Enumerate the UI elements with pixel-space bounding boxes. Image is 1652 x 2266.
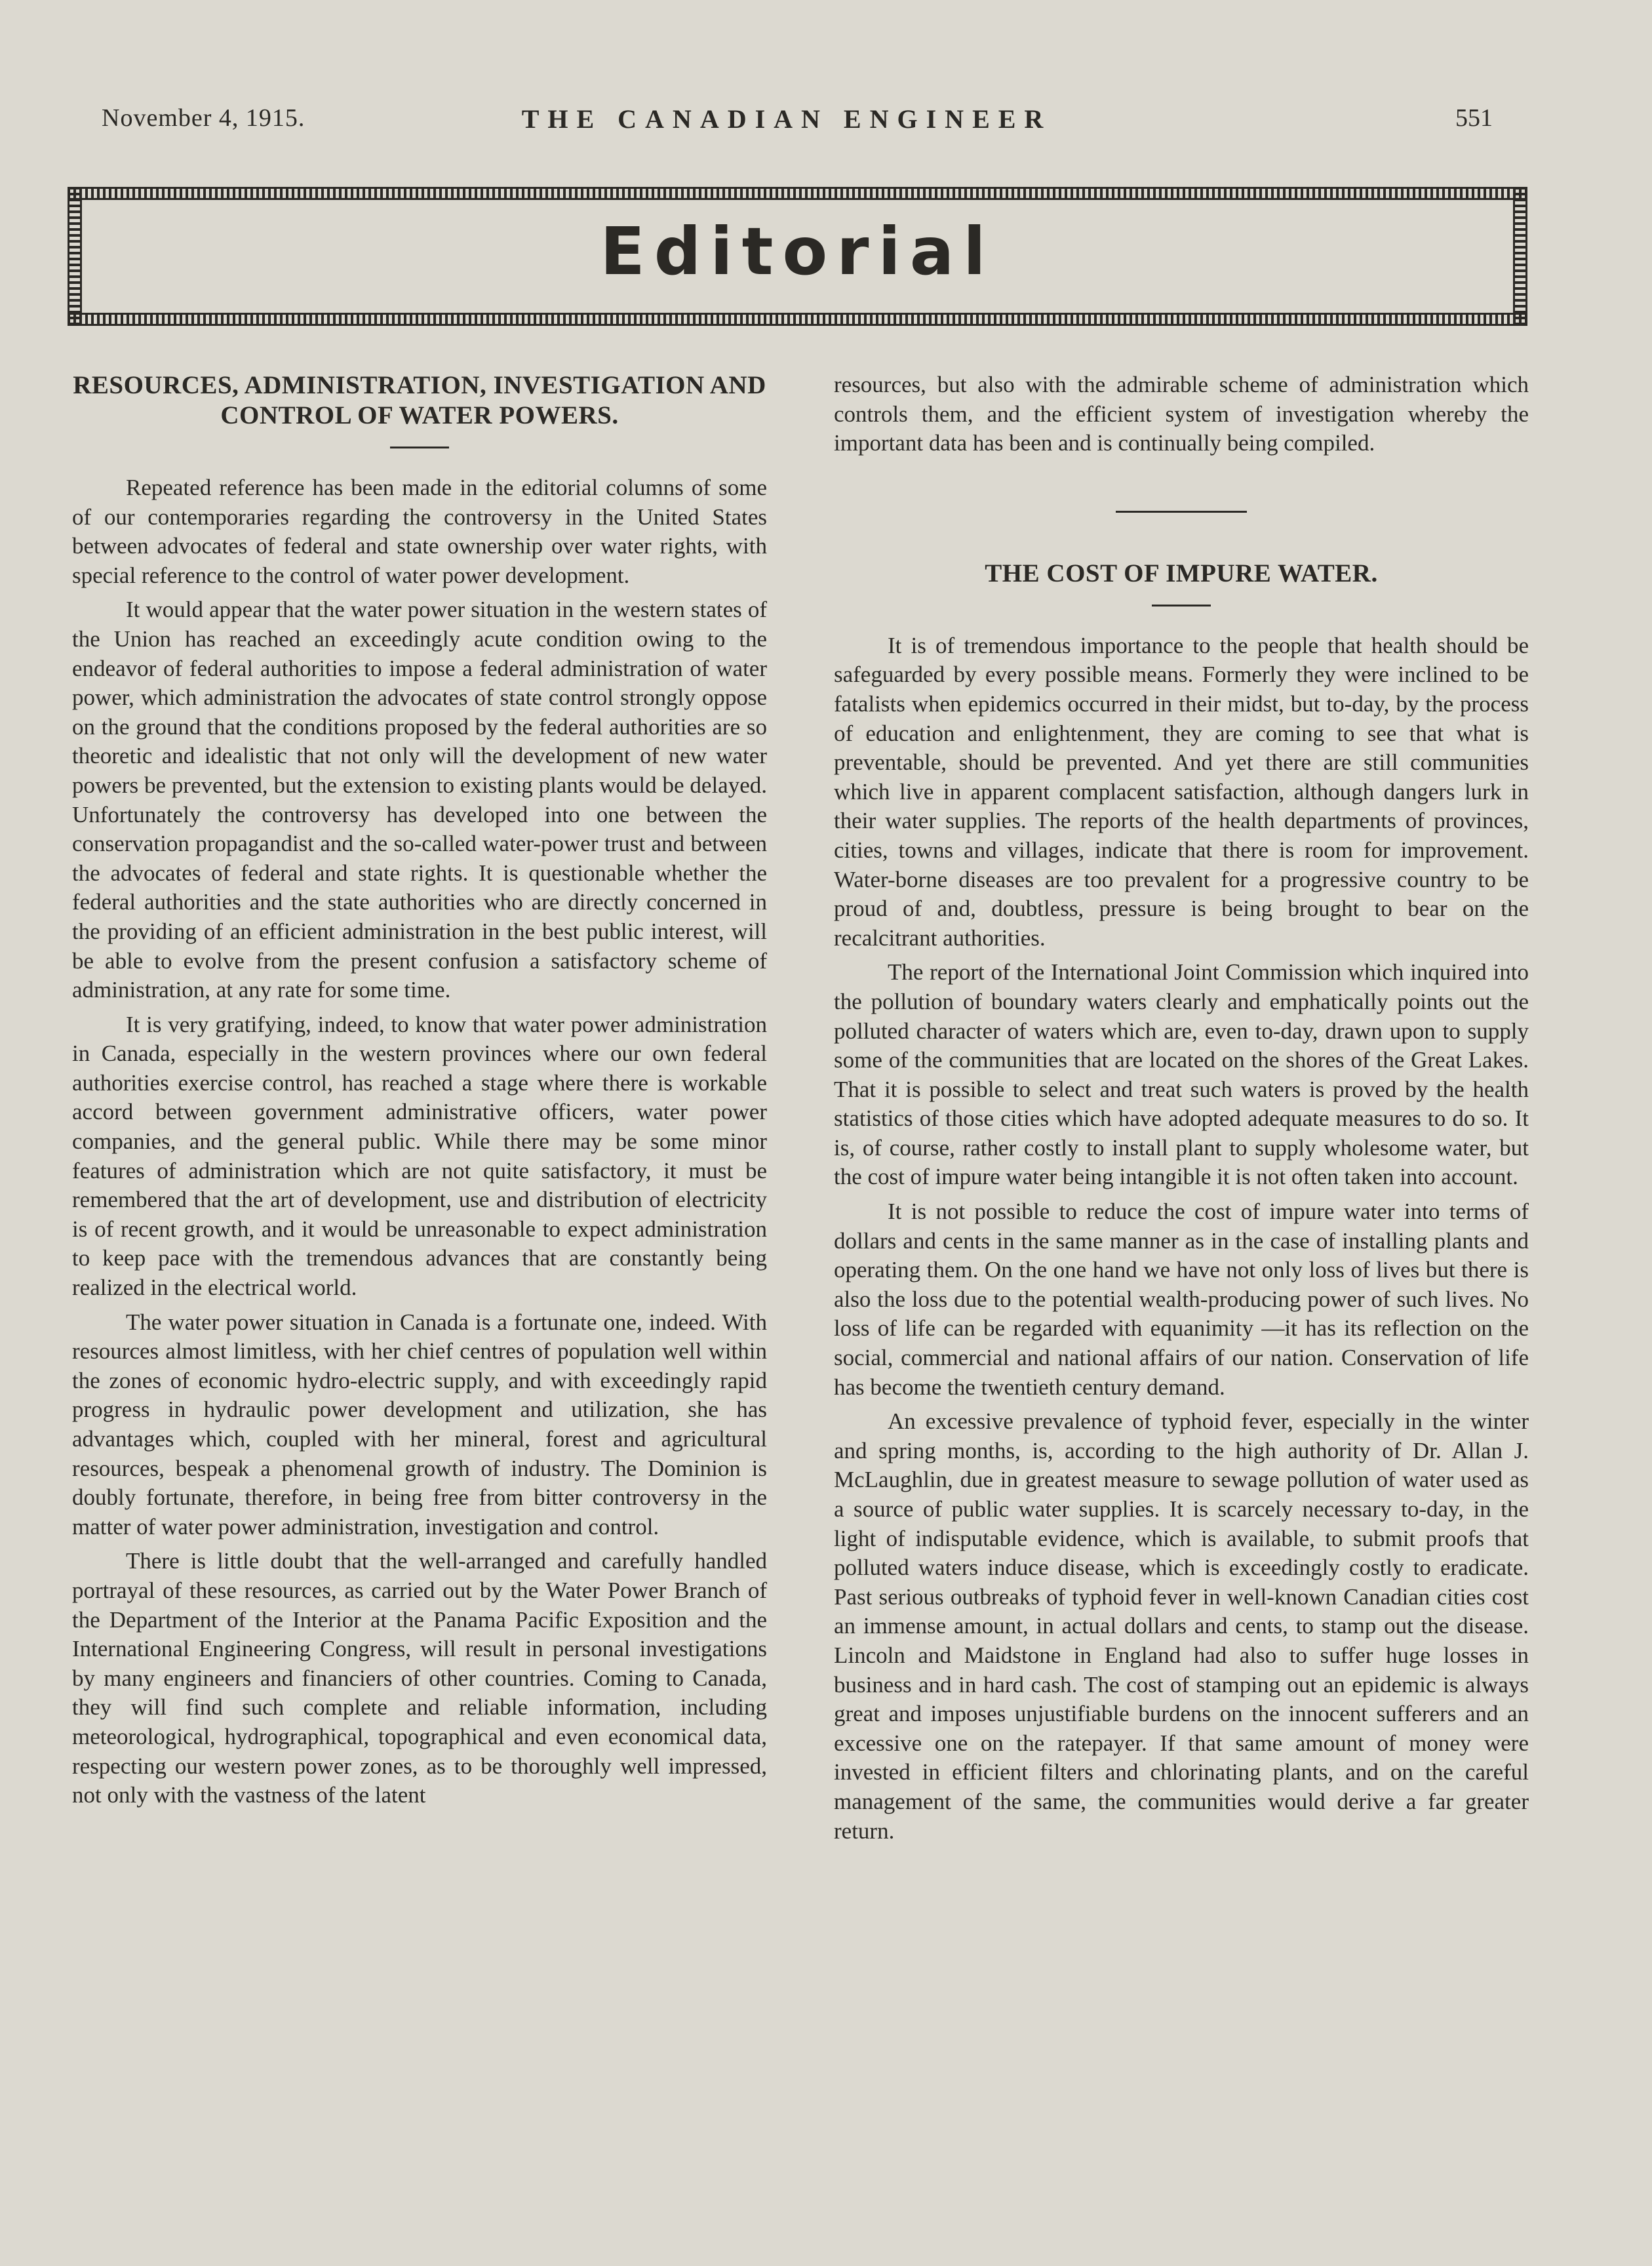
article-paragraph: The water power situation in Canada is a fortunate one, indeed. With resources almost limitless, with her chief centres of population well within the zones of economic hydro-electric supply, and with exceedingly rapid progress in hydraulic power development and utilization, she has advantages which, coupled with her mineral, forest and agricultural resources, bespeak a phenomenal growth of industry. The Dominion is doubly fortunate, therefore, in being free from bitter controversy in the matter of water power administration, investigation and control. <box>72 1309 767 1540</box>
journal-name: THE CANADIAN ENGINEER <box>521 104 1052 134</box>
article-paragraph: It would appear that the water power situation in the western states of the Union has reached an exceedingly acute condition owing to the endeavor of federal authorities to impose a federal administration of water power, which administration the advocates of state control strongly oppose on the ground that the conditions proposed by the federal authorities are so theoretic and idealistic that not only will the development of new water powers be prevented, but the extension to existing plants would be delayed. Unfortunately the controversy has developed into one between the conservation propagandist and the so-called water-power trust and between the advocates of federal and state rights. It is questionable whether the federal authorities and the state authorities who are directly concerned in the providing of an efficient administration in the best public interest, will be able to evolve from the present confusion a satisfactory scheme of administration, at any rate for some time. <box>72 597 767 1003</box>
article-title: THE COST OF IMPURE WATER. <box>985 559 1378 587</box>
article-paragraph: It is of tremendous importance to the people that health should be safeguarded by every possible means. Formerly they were inclined to be fatalists when epidemics occurred in their midst, but to-day, by the process of education and enlightenment, they are coming to see that what is preventable, should be prevented. And yet there are still communities which live in apparent complacent satisfaction, although dangers lurk in their water supplies. The reports of the health departments of provinces, cities, towns and villages, indicate that there is room for improvement. Water-borne diseases are too prevalent for a progressive country to be proud of and, doubtless, pressure is being brought to bear on the recalcitrant authorities. <box>834 632 1529 951</box>
running-head <box>0 104 1652 143</box>
article-paragraph: It is very gratifying, indeed, to know that water power administration in Canada, especially in the western provinces where our own federal authorities exercise control, has reached a stage where there is workable accord between government administrative officers, water power companies, and the general public. While there may be some minor features of administration which are not quite satisfactory, it must be remembered that the art of development, use and distribution of electricity is of recent growth, and it would be unreasonable to expect administration to keep pace with the tremendous advances that are constantly being realized in the electrical world. <box>72 1011 767 1301</box>
editorial-banner <box>68 187 1527 326</box>
section-title: Editorial <box>600 213 995 290</box>
right-column <box>834 370 1529 1851</box>
title-rule <box>390 447 449 448</box>
issue-date: November 4, 1915. <box>102 104 305 132</box>
banner-border-bottom <box>68 313 1527 326</box>
article-paragraph: An excessive prevalence of typhoid fever, especially in the winter and spring months, is, according to the high authority of Dr. Allan J. McLaughlin, due in greatest measure to sewage pollution of water used as a source of public water supplies. It is scarcely necessary to-day, in the light of indisputable evidence, which is available, to submit proofs that polluted waters induce disease, which is exceedingly costly to eradicate. Past serious outbreaks of typhoid fever in well-known Canadian cities cost an immense amount, in actual dollars and cents, to stamp out the disease. Lincoln and Maidstone in England had also to suffer huge losses in business and in hard cash. The cost of stamping out an epidemic is always great and imposes unjustifiable burdens on the innocent sufferers and an excessive one on the ratepayer. If that same amount of money were invested in efficient filters and chlorinating plants, and on the careful management of the same, the communities would derive a far greater return. <box>834 1408 1529 1844</box>
article-paragraph: There is little doubt that the well-arranged and carefully handled portrayal of these resources, as carried out by the Water Power Branch of the Department of the Interior at the Panama Pacific Exposition and the International Engineering Congress, will result in personal investigations by many engineers and financiers of other countries. Coming to Canada, they will find such complete and reliable information, including meteorological, hydrographical, topographical and even economical data, respecting our western power zones, as to be thoroughly well impressed, not only with the vastness of the latent <box>72 1548 767 1808</box>
left-column <box>72 370 767 1816</box>
page-number: 551 <box>1455 104 1493 132</box>
title-rule <box>1152 605 1211 606</box>
banner-border-top <box>68 187 1527 200</box>
article-separator <box>1116 511 1247 513</box>
article-paragraph: It is not possible to reduce the cost of impure water into terms of dollars and cents in the same manner as in the case of installing plants and operating them. On the one hand we have not only loss of lives but there is also the loss due to the potential wealth-producing power of such lives. No loss of life can be regarded with equanimity —it has its reflection on the social, commercial and national affairs of our nation. Conservation of life has become the twentieth century demand. <box>834 1199 1529 1400</box>
article-title: RESOURCES, ADMINISTRATION, INVESTIGATION AND CONTROL OF WATER POWERS. <box>73 371 766 429</box>
article-paragraph: Repeated reference has been made in the editorial columns of some of our contemporaries regarding the controversy in the United States between advocates of federal and state ownership over water rights, with special reference to the control of water power development. <box>72 475 767 588</box>
article-paragraph: The report of the International Joint Commission which inquired into the pollution of boundary waters clearly and emphatically points out the polluted character of waters which are, even to-day, drawn upon to supply some of the communities that are located on the shores of the Great Lakes. That it is possible to select and treat such waters is proved by the health statistics of those cities which have adopted adequate measures to do so. It is, of course, rather costly to install plant to supply wholesome water, but the cost of impure water being intangible it is not often taken into account. <box>834 959 1529 1190</box>
article-continuation: resources, but also with the admirable scheme of administration which controls them, and the efficient system of investigation whereby the important data has been and is continually being compiled. <box>834 372 1529 456</box>
